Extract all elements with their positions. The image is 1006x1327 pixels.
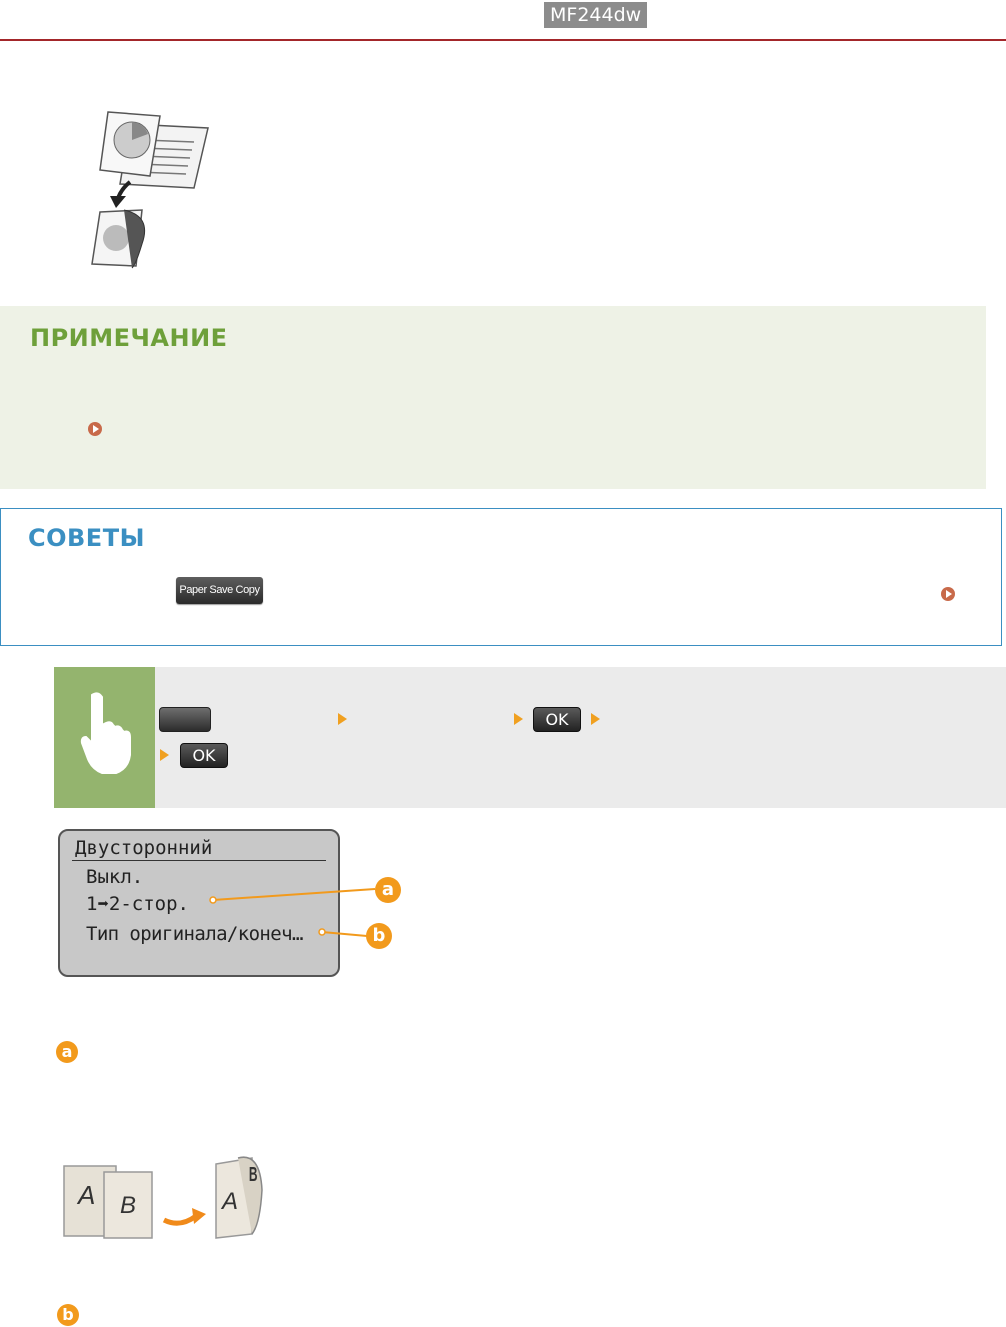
callout-a: a [375, 877, 401, 903]
page-letter-b: B [120, 1192, 137, 1219]
section-a-marker: a [56, 1041, 78, 1063]
copy-function-key [159, 707, 211, 732]
pointing-hand-icon [54, 667, 155, 808]
link-arrow-icon[interactable] [88, 422, 102, 436]
duplex-copy-illustration [86, 104, 216, 272]
page-letter-a: A [78, 1180, 96, 1210]
step-arrow-icon [338, 713, 347, 725]
operation-panel [54, 667, 155, 808]
link-arrow-icon[interactable] [941, 587, 955, 601]
tips-title: СОВЕТЫ [28, 524, 145, 552]
model-badge: MF244dw [544, 2, 647, 28]
callout-leaders [205, 880, 385, 940]
lcd-item-off: Выкл. [86, 866, 144, 888]
lcd-item-original-type: Тип оригинала/конеч… [86, 923, 303, 945]
lcd-divider [72, 860, 326, 861]
paper-save-copy-key: Paper Save Copy [176, 577, 263, 604]
ok-key: OK [533, 707, 581, 732]
duplex-letter-a: A [222, 1188, 239, 1215]
duplex-sheet-icon [92, 210, 145, 268]
step-arrow-icon [591, 713, 600, 725]
duplex-letter-b: B [248, 1164, 258, 1186]
lcd-item-1-to-2-sided: 1➡2-стор. [86, 893, 189, 915]
lcd-title: Двусторонний [75, 837, 213, 859]
step-arrow-icon [514, 713, 523, 725]
callout-b: b [366, 923, 392, 949]
ok-key: OK [180, 743, 228, 768]
ab-duplex-illustration [56, 1150, 272, 1244]
orange-arrow-icon [164, 1216, 196, 1223]
note-title: ПРИМЕЧАНИЕ [30, 324, 228, 352]
step-arrow-icon [160, 749, 169, 761]
header-divider [0, 39, 1006, 41]
steps-band [155, 667, 1006, 808]
tips-box [0, 508, 1002, 646]
section-b-marker: b [57, 1304, 79, 1326]
pie-page-icon [100, 112, 160, 176]
